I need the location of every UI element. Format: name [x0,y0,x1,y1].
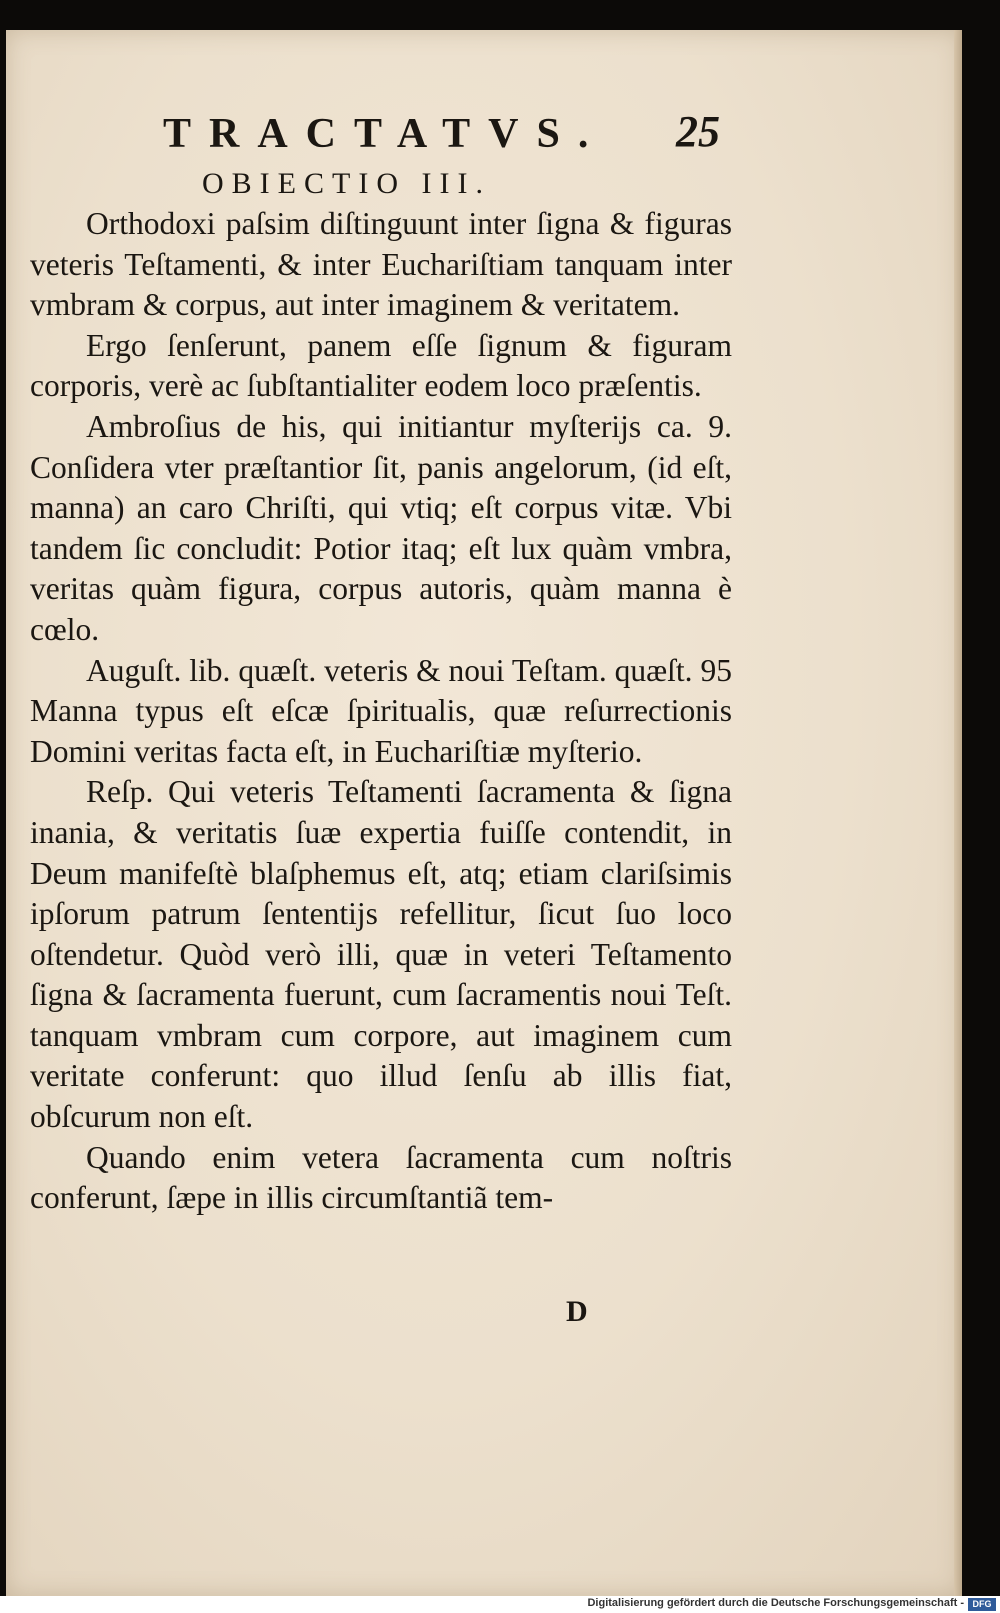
text-block [30,107,732,1219]
catchword: D [566,1295,588,1328]
running-head [30,107,732,160]
paragraph: Reſp. Qui veteris Teſtamenti ſacramenta & ſigna inania, & veritatis ſuæ expertia fuiſſe contendit, in Deum manifeſtè blaſphemus eſt, atq; etiam clariſsimis ipſorum patrum ſententijs refellitur, ſicut ſuo loco oſtendetur. Quòd verò illi, quæ in veteri Teſtamento ſigna & ſacramenta fuerunt, cum ſacramentis noui Teſt. tanquam vmbram cum corpore, aut imaginem cum veritate conferunt: quo illud ſenſu ab illis fiat, obſcurum non eſt. [30,774,732,1135]
paragraph: Auguſt. lib. quæſt. veteris & noui Teſtam. quæſt. 95 Manna typus eſt eſcæ ſpiritualis, quæ reſurrectionis Domini veritas facta eſt, in Euchariſtiæ myſterio. [30,652,732,769]
dfg-logo-icon: DFG [968,1598,996,1611]
paragraph: Ambroſius de his, qui initiantur myſterijs ca. 9. Conſidera vter præſtantior ſit, panis angelorum, (id eſt, manna) an caro Chriſti, qui vtiq; eſt corpus vitæ. Vbi tandem ſic concludit: Potior itaq; eſt lux quàm vmbra, veritas quàm figura, corpus autoris, quàm manna è cœlo. [30,408,732,647]
paragraph: Ergo ſenſerunt, panem eſſe ſignum & figuram corporis, verè ac ſubſtantialiter eodem loco præſentis. [30,327,732,404]
section-heading: OBIECTIO III. [202,167,491,200]
book-page [6,30,962,1596]
paragraph: Quando enim vetera ſacramenta cum noſtris conferunt, ſæpe in illis circumſtantiã tem- [30,1139,732,1216]
paragraph: Orthodoxi paſsim diſtinguunt inter ſigna & figuras veteris Teſtamenti, & inter Euchariſtiam tanquam inter vmbram & corpus, aut inter imaginem & veritatem. [30,206,732,323]
page-number: 25 [676,107,720,156]
page-edge [954,30,962,1596]
funding-credit: Digitalisierung gefördert durch die Deutsche Forschungsgemeinschaft - [587,1597,964,1609]
running-title: TRACTATVS. [163,111,607,157]
